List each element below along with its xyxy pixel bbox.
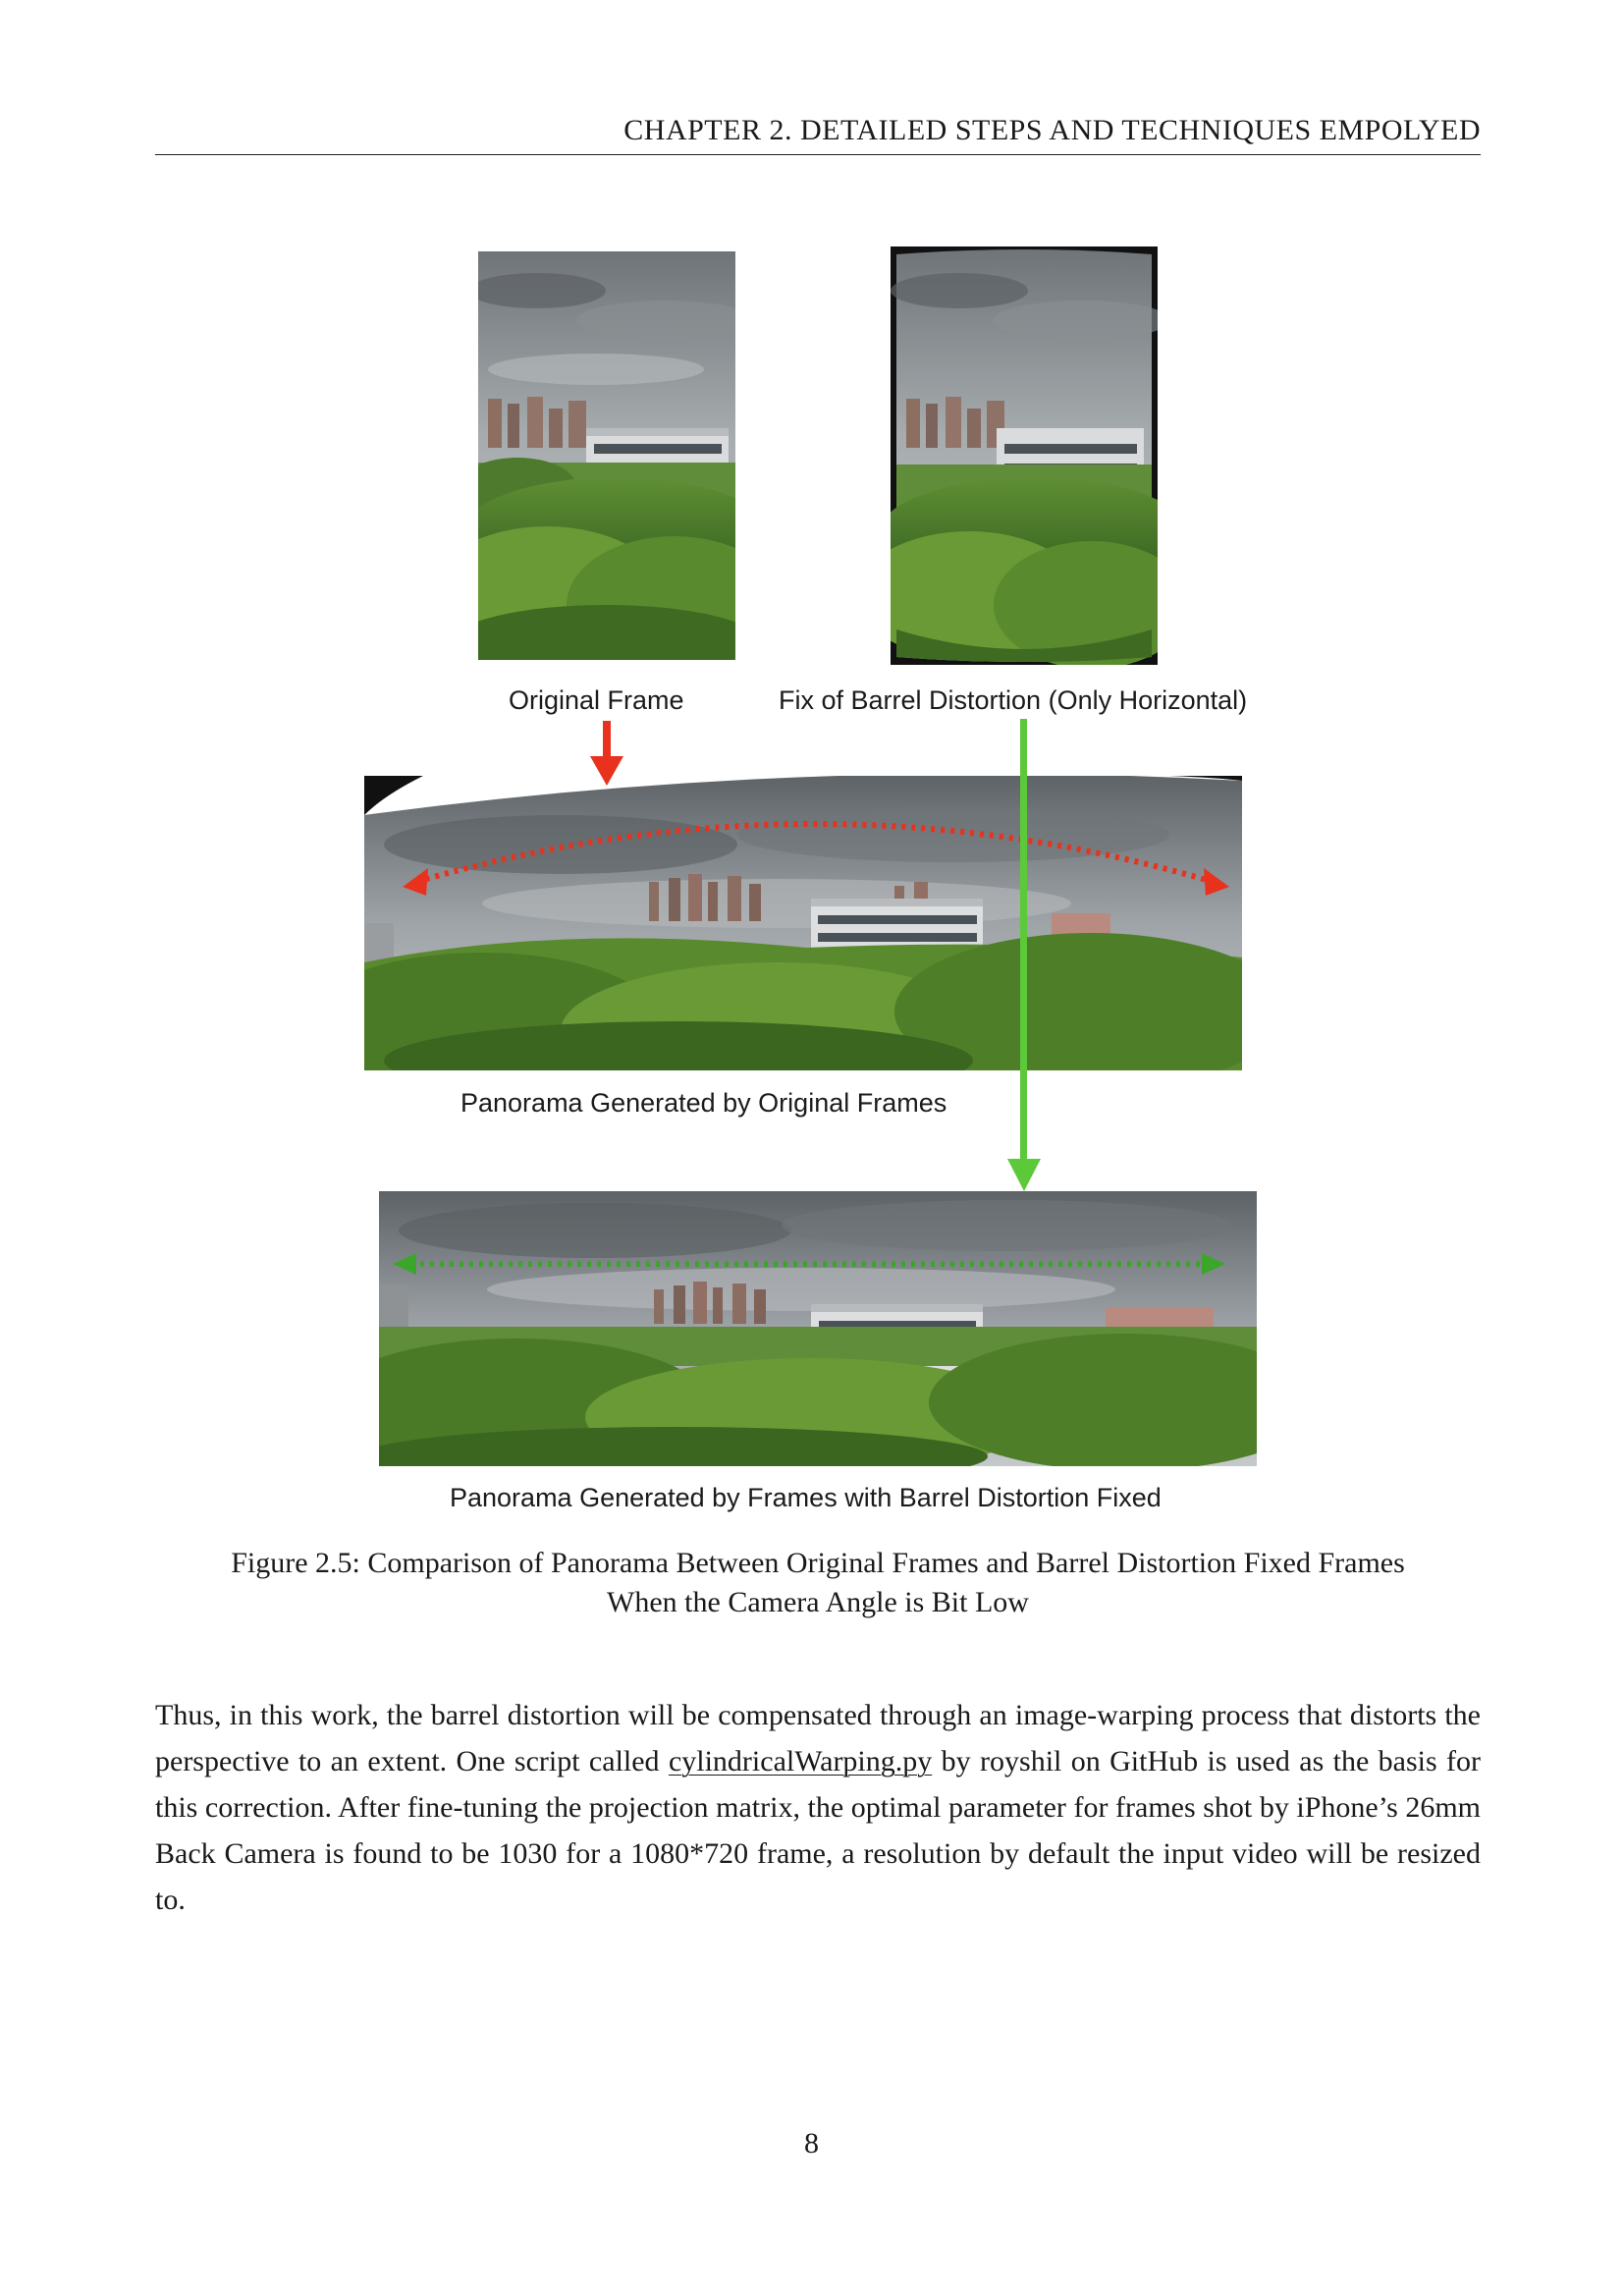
paragraph-text-start: Thus, in this work, the barrel distortion will be compensated through an image-warping process that distorts the perspective to an extent. One script called — [155, 1699, 1481, 1777]
running-header: CHAPTER 2. DETAILED STEPS AND TECHNIQUES EMPOLYED — [623, 114, 1481, 146]
caption-line-2: When the Camera Angle is Bit Low — [607, 1586, 1029, 1618]
green-down-arrow-icon — [1007, 719, 1041, 1191]
caption-line-1: Figure 2.5: Comparison of Panorama Between Original Frames and Barrel Distortion Fixed Frames — [231, 1547, 1405, 1579]
label-panorama-original: Panorama Generated by Original Frames — [460, 1088, 947, 1118]
figure-caption — [155, 1544, 1481, 1622]
paragraph-text-end: by royshil on GitHub is used as the basis for this correction. After fine-tuning the projection matrix, the optimal parameter for frames shot by iPhone’s 26mm Back Camera is found to be 1030 for a 1080*720 frame, a resolution by default the input video will be resized to. — [155, 1745, 1481, 1916]
cylindrical-warping-link[interactable]: cylindricalWarping.py — [668, 1745, 933, 1777]
body-paragraph — [155, 1692, 1481, 1923]
red-curved-double-arrow-icon — [403, 824, 1229, 896]
label-fixed-frame: Fix of Barrel Distortion (Only Horizontal) — [779, 685, 1248, 715]
green-straight-double-arrow-icon — [393, 1253, 1225, 1275]
red-down-arrow-icon — [590, 721, 623, 786]
label-original-frame: Original Frame — [509, 685, 684, 715]
page-number: 8 — [804, 2127, 819, 2159]
label-panorama-fixed: Panorama Generated by Frames with Barrel Distortion Fixed — [450, 1483, 1162, 1512]
